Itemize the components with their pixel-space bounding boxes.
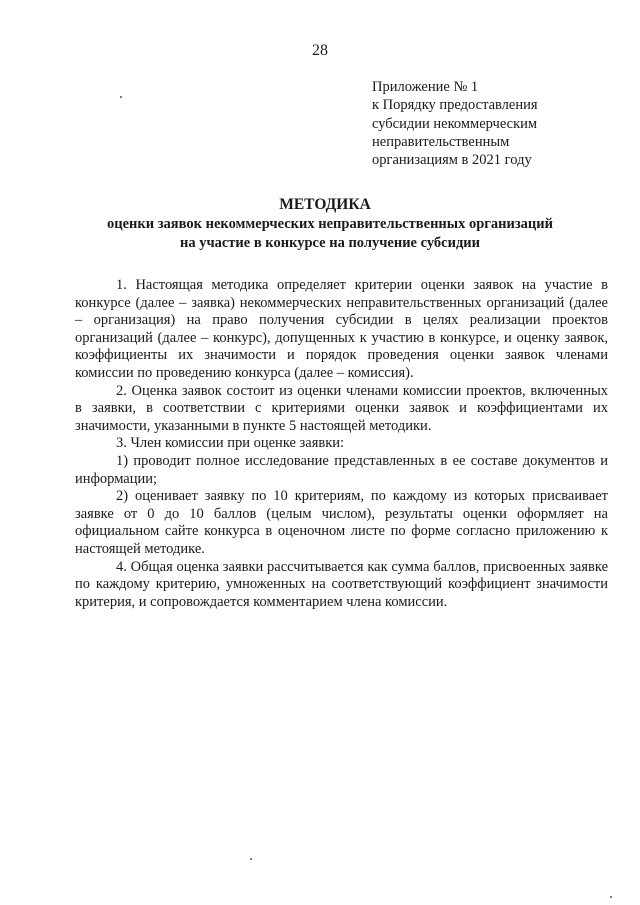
scan-speck xyxy=(610,896,612,898)
paragraph: 4. Общая оценка заявки рассчитывается как сумма баллов, присвоенных заявке по каждому критерию, умноженных на соответствующий коэффициент значимости критерия, и сопровождается комментарием члена комиссии. xyxy=(75,558,608,610)
appendix-line: к Порядку предоставления xyxy=(372,97,538,114)
paragraph: 2. Оценка заявок состоит из оценки членами комиссии проектов, включенных в заявки, в соответствии с критериями оценки заявок и коэффициентами их значимости, указанными в пункте 5 настоящей методики. xyxy=(75,382,608,434)
paragraph: 1. Настоящая методика определяет критерии оценки заявок на участие в конкурсе (далее – заявка) некоммерческих неправительственных организаций (далее – организация) на право получения субсидии в целях реализации проектов организаций (далее – конкурс), допущенных к участию в конкурсе, и оценку заявок, коэффициенты их значимости и порядок проведения оценки заявок членами комиссии по проведению конкурса (далее – комиссия). xyxy=(75,277,608,381)
scan-speck xyxy=(250,858,252,860)
title-subtitle-line: на участие в конкурсе на получение субсидии xyxy=(179,235,481,251)
title-heading: МЕТОДИКА xyxy=(279,196,371,213)
appendix-reference xyxy=(372,78,612,169)
title-subtitle-line: оценки заявок некоммерческих неправительственных организаций xyxy=(107,216,553,232)
paragraph: 3. Член комиссии при оценке заявки: xyxy=(116,435,345,452)
appendix-line: неправительственным xyxy=(372,133,510,150)
page-number: 28 xyxy=(312,42,328,59)
paragraph: 2) оценивает заявку по 10 критериям, по каждому из которых присваивает заявке от 0 до 10 баллов (целым числом), результаты оценки оформляет на официальном сайте конкурса в оценочном листе по форме согласно приложению к настоящей методике. xyxy=(75,488,608,557)
appendix-line: организациям в 2021 году xyxy=(372,152,532,169)
document-title xyxy=(0,195,640,253)
document-body xyxy=(75,277,608,611)
appendix-line: субсидии некоммерческим xyxy=(372,115,538,132)
paragraph: 1) проводит полное исследование представленных в ее составе документов и информации; xyxy=(75,452,608,487)
appendix-line: Приложение № 1 xyxy=(372,79,479,95)
scan-speck xyxy=(120,96,122,98)
